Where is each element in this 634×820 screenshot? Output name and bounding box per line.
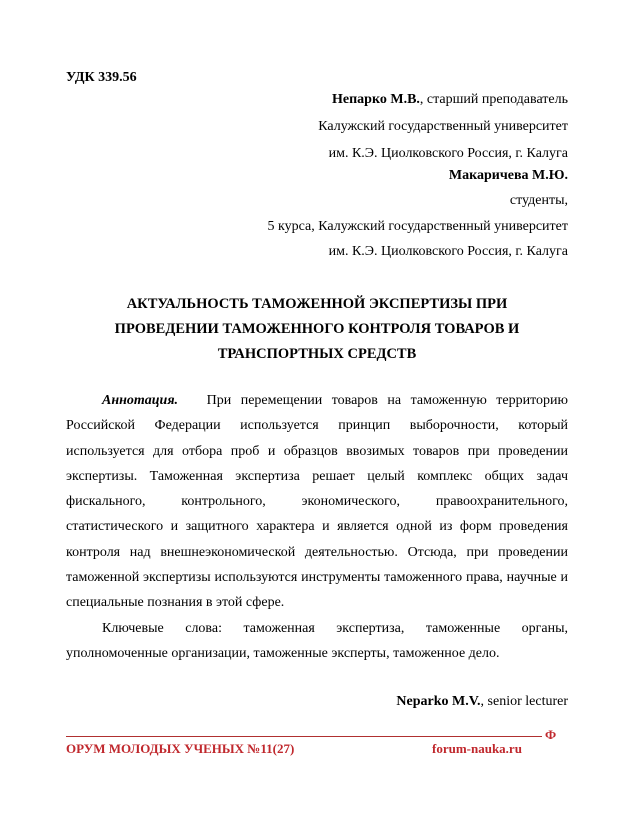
abstract-text: При перемещении товаров на таможенную территорию Российской Федерации используется принцип выборочности, который используется для отбора проб и образцов ввозимых товаров при проведении экспертизы. Таможенная экспертиза решает целый комплекс общих задач фискального, контрольного, экономического, правоохранительного, статистического и защитного характера и является одной из форм проведения контроля над внешнеэкономической деятельностью. Отсюда, при проведении таможенной экспертизы используются инструменты таможенного права, научные и специальные познания в этой сфере. bbox=[66, 393, 569, 611]
abstract-label: Аннотация. bbox=[102, 393, 179, 408]
footer-rule bbox=[66, 736, 542, 737]
title-line-3: ТРАНСПОРТНЫХ СРЕДСТВ bbox=[217, 346, 417, 362]
author1-role: , старший преподаватель bbox=[419, 92, 568, 107]
udk-code: УДК 339.56 bbox=[66, 70, 137, 85]
author-en-role: , senior lecturer bbox=[480, 694, 568, 709]
paper-title bbox=[66, 292, 568, 367]
footer-initial: Ф bbox=[545, 727, 557, 742]
title-line-1: АКТУАЛЬНОСТЬ ТАМОЖЕННОЙ ЭКСПЕРТИЗЫ ПРИ bbox=[126, 296, 508, 312]
author-en-name: Neparko M.V. bbox=[396, 694, 481, 709]
author2-affiliation-2: им. К.Э. Циолковского Россия, г. Калуга bbox=[328, 244, 568, 259]
abstract-paragraph bbox=[66, 388, 568, 616]
footer-journal: ОРУМ МОЛОДЫХ УЧЕНЫХ №11(27) bbox=[66, 741, 295, 756]
author1-line bbox=[332, 92, 568, 108]
author2-role: студенты, bbox=[509, 193, 568, 208]
author-en-line bbox=[396, 694, 568, 710]
author2-name: Макаричева М.Ю. bbox=[448, 168, 568, 183]
title-line-2: ПРОВЕДЕНИИ ТАМОЖЕННОГО КОНТРОЛЯ ТОВАРОВ И bbox=[114, 321, 520, 337]
author1-affiliation-1: Калужский государственный университет bbox=[318, 119, 568, 134]
keywords-paragraph: Ключевые слова: таможенная экспертиза, таможенные органы, уполномоченные организации, таможенные эксперты, таможенное дело. bbox=[66, 620, 568, 661]
author1-affiliation-2: им. К.Э. Циолковского Россия, г. Калуга bbox=[328, 146, 568, 161]
abstract-block bbox=[66, 388, 568, 666]
author1-name: Непарко М.В. bbox=[332, 92, 420, 107]
author2-affiliation-1: 5 курса, Калужский государственный университет bbox=[267, 219, 568, 234]
footer-site: forum-nauka.ru bbox=[432, 741, 522, 756]
